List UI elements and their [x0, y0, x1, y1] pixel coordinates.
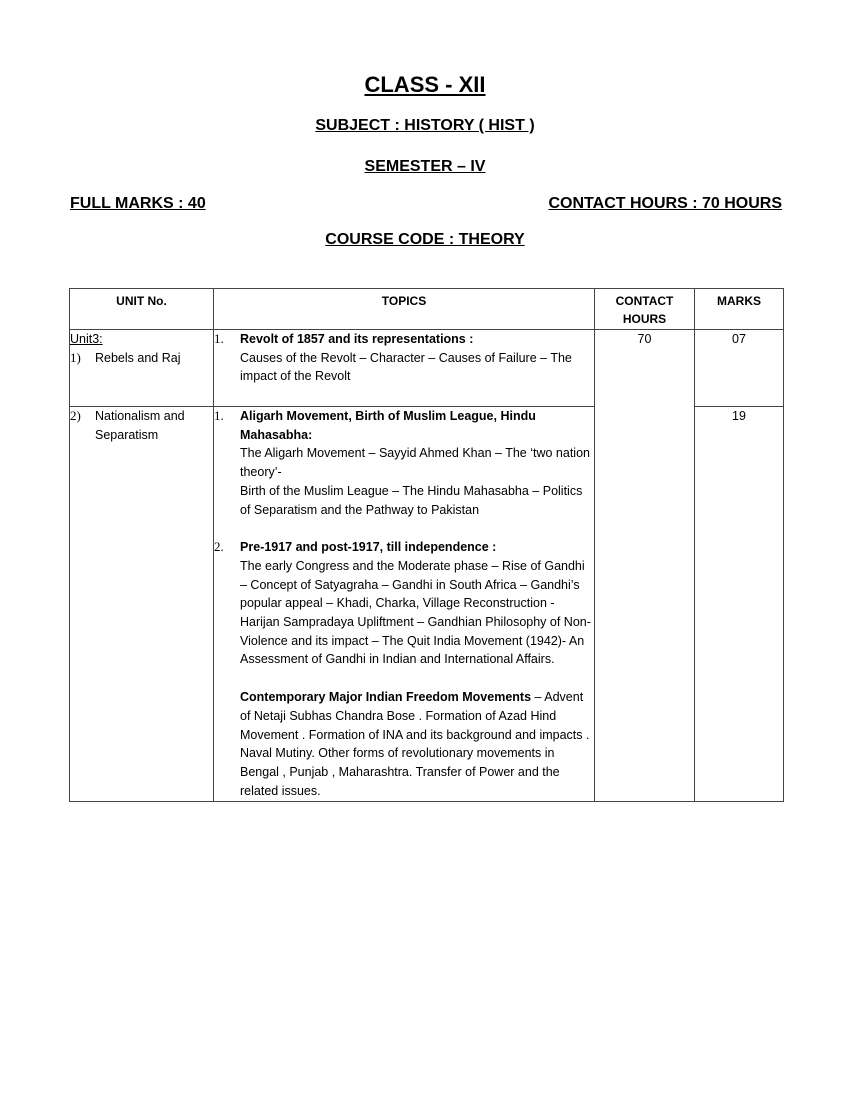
- topic-dash: –: [531, 690, 542, 705]
- marks-header: MARKS: [695, 289, 784, 330]
- topic-text: The early Congress and the Moderate phase – Rise of Gandhi – Concept of Satyagraha – Gandhi in South Africa – Gandhi’s popular appeal – Khadi, Charka, Village Reconstruction - Harijan Sampradaya Upliftment – Gandhian Philosophy of Non-Violence and its impact – The Quit India Movement (1942)- An Assessment of Gandhi in Indian and International Affairs.: [240, 558, 591, 667]
- marks-cell: 19: [695, 407, 784, 802]
- topic-number: 1.: [214, 331, 224, 346]
- syllabus-table: [69, 288, 784, 802]
- contact-hours-header: [595, 289, 695, 330]
- topic-number: 2.: [214, 539, 224, 555]
- semester-title: SEMESTER – IV: [364, 158, 486, 175]
- topic-subsection: [240, 688, 594, 800]
- topic-title: Revolt of 1857 and its representations :: [240, 332, 474, 346]
- table-row: [70, 330, 784, 407]
- contact-hours: CONTACT HOURS : 70 HOURS: [548, 195, 782, 212]
- topic-number: 1.: [214, 408, 224, 423]
- unit-label: Unit3:: [70, 332, 103, 346]
- unit-number: 1): [70, 349, 81, 365]
- unit-number: 2): [70, 408, 81, 423]
- unit-name: Rebels and Raj: [95, 350, 181, 365]
- topics-cell: [214, 330, 595, 407]
- marks-cell: 07: [695, 330, 784, 407]
- topic-title: Aligarh Movement, Birth of Muslim League, Hindu Mahasabha:: [240, 409, 536, 442]
- topic-text: Advent of Netaji Subhas Chandra Bose . Formation of Azad Hind Movement . Formation of INA and its background and impacts . Naval Mutiny. Other forms of revolutionary movements in Bengal , Punjab , Maharashtra. Transfer of Power and the related issues.: [240, 690, 590, 798]
- subject-title: SUBJECT : HISTORY ( HIST ): [315, 117, 535, 134]
- contact-header-line1: CONTACT: [615, 294, 674, 308]
- topic-title: Contemporary Major Indian Freedom Movements: [240, 690, 532, 705]
- unit-cell: [70, 330, 214, 407]
- contact-header-line2: HOURS: [622, 312, 667, 326]
- topic-text: Birth of the Muslim League – The Hindu Mahasabha – Politics of Separatism and the Pathway to Pakistan: [240, 483, 583, 517]
- course-code: COURSE CODE : THEORY: [325, 231, 525, 248]
- class-title: CLASS - XII: [364, 72, 486, 97]
- contact-hours-cell: 70: [595, 330, 695, 802]
- unit-name: Nationalism and Separatism: [95, 409, 185, 442]
- unit-header: UNIT No.: [70, 289, 214, 330]
- unit-cell: [70, 407, 214, 802]
- topic-text: Causes of the Revolt – Character – Causes of Failure – The impact of the Revolt: [240, 350, 572, 384]
- topic-title: Pre-1917 and post-1917, till independence :: [240, 540, 497, 555]
- full-marks: FULL MARKS : 40: [70, 195, 206, 212]
- topics-header: TOPICS: [214, 289, 595, 330]
- topics-cell: [214, 407, 595, 802]
- topic-text: The Aligarh Movement – Sayyid Ahmed Khan – The ‘two nation theory’-: [240, 446, 590, 480]
- table-header-row: [70, 289, 784, 330]
